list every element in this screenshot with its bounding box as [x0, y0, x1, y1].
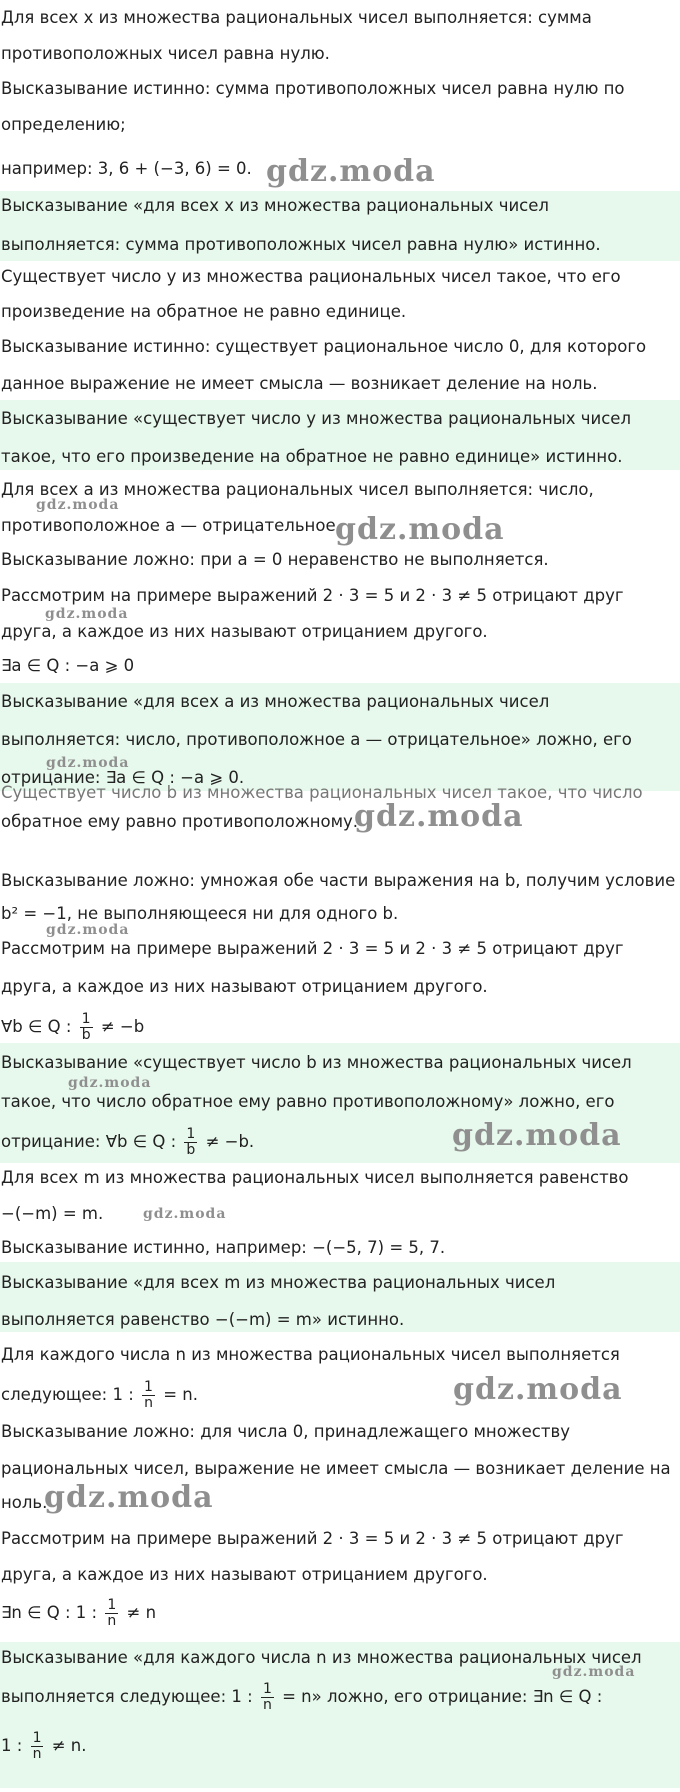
formula-line — [1, 1380, 198, 1411]
formula-tail: ≠ −b. — [205, 1132, 255, 1151]
text-line: рациональных чисел, выражение не имеет смысла — возникает деление на — [1, 1459, 671, 1478]
text-line: выполняется: число, противоположное a — отрицательное» ложно, его — [1, 730, 632, 749]
watermark: gdz.moda — [44, 1480, 214, 1515]
text-line: Высказывание «для всех m из множества рациональных чисел — [1, 1273, 556, 1292]
fraction-numerator: 1 — [81, 1011, 91, 1027]
formula-head: ∀b ∈ Q : — [1, 1017, 72, 1036]
watermark: gdz.moda — [552, 1664, 636, 1680]
fraction — [31, 1731, 44, 1762]
fraction-numerator: 1 — [262, 1681, 272, 1697]
text-line: Рассмотрим на примере выражений 2 · 3 = 5 и 2 · 3 ≠ 5 отрицают друг — [1, 939, 624, 958]
text-line: Высказывание истинно, например: −(−5, 7) = 5, 7. — [1, 1238, 446, 1257]
formula-head: 1 : — [1, 1736, 23, 1755]
text-line: Высказывание ложно: умножая обе части выражения на b, получим условие — [1, 871, 676, 890]
text-line: друга, а каждое из них называют отрицанием другого. — [1, 1565, 488, 1584]
text-line: противоположное a — отрицательное. — [1, 516, 341, 535]
fraction — [184, 1127, 197, 1158]
formula-line — [1, 1598, 156, 1629]
formula-line — [1, 1731, 87, 1762]
text-line: друга, а каждое из них называют отрицанием другого. — [1, 977, 488, 996]
watermark: gdz.moda — [452, 1118, 622, 1153]
fraction-numerator: 1 — [107, 1597, 117, 1613]
formula-head: выполняется следующее: 1 : — [1, 1687, 253, 1706]
fraction-denominator: n — [144, 1395, 153, 1411]
fraction-denominator: b — [186, 1142, 196, 1158]
formula-line — [1, 1012, 144, 1043]
text-line: противоположных чисел равна нулю. — [1, 44, 330, 63]
watermark: gdz.moda — [46, 922, 130, 938]
fraction — [142, 1380, 155, 1411]
text-line: данное выражение не имеет смысла — возникает деление на ноль. — [1, 374, 598, 393]
fraction-denominator: n — [32, 1746, 42, 1762]
text-line: ноль. — [1, 1493, 48, 1512]
fraction — [105, 1598, 118, 1629]
formula-tail: = n» ложно, его отрицание: ∃n ∈ Q : — [282, 1687, 603, 1706]
fraction-numerator: 1 — [186, 1126, 196, 1142]
formula-line — [1, 1682, 602, 1713]
text-line: Высказывание истинно: существует рациональное число 0, для которого — [1, 337, 647, 356]
formula-tail: = n. — [163, 1385, 198, 1404]
watermark: gdz.moda — [143, 1206, 227, 1222]
fraction-numerator: 1 — [144, 1379, 153, 1395]
watermark: gdz.moda — [453, 1372, 623, 1407]
text-line: выполняется равенство −(−m) = m» истинно. — [1, 1310, 405, 1329]
text-line: b² = −1, не выполняющееся ни для одного b. — [1, 904, 399, 923]
fraction-denominator: n — [262, 1697, 272, 1713]
text-line: Высказывание «для каждого числа n из множества рациональных чисел — [1, 1648, 642, 1667]
fraction — [80, 1012, 93, 1043]
watermark: gdz.moda — [68, 1075, 152, 1091]
text-line: такое, что его произведение на обратное не равно единице» истинно. — [1, 447, 623, 466]
watermark: gdz.moda — [354, 799, 524, 834]
text-line: Высказывание «существует число y из множества рациональных чисел — [1, 409, 632, 428]
formula-tail: ≠ −b — [100, 1017, 145, 1036]
watermark: gdz.moda — [45, 606, 129, 622]
text-line: Существует число y из множества рациональных чисел такое, что его — [1, 267, 621, 286]
text-line: Высказывание «для всех a из множества рациональных чисел — [1, 692, 550, 711]
watermark: gdz.moda — [36, 497, 120, 513]
text-line: определению; — [1, 115, 126, 134]
text-line: ∃a ∈ Q : −a ⩾ 0 — [1, 656, 135, 675]
text-line: Для каждого числа n из множества рациональных чисел выполняется — [1, 1345, 620, 1364]
watermark: gdz.moda — [46, 755, 130, 771]
text-line: Высказывание ложно: при a = 0 неравенство не выполняется. — [1, 550, 549, 569]
formula-tail: ≠ n. — [51, 1736, 87, 1755]
text-line: Рассмотрим на примере выражений 2 · 3 = 5 и 2 · 3 ≠ 5 отрицают друг — [1, 1529, 624, 1548]
text-line: такое, что число обратное ему равно противоположному» ложно, его — [1, 1092, 615, 1111]
formula-head: ∃n ∈ Q : 1 : — [1, 1603, 98, 1622]
text-line: Высказывание «для всех x из множества рациональных чисел — [1, 196, 549, 215]
text-line: −(−m) = m. — [1, 1204, 104, 1223]
fraction — [261, 1682, 274, 1713]
watermark: gdz.moda — [266, 154, 436, 189]
text-line: произведение на обратное не равно единице. — [1, 302, 407, 321]
text-line: Рассмотрим на примере выражений 2 · 3 = 5 и 2 · 3 ≠ 5 отрицают друг — [1, 586, 624, 605]
text-line: Для всех x из множества рациональных чисел выполняется: сумма — [1, 8, 592, 27]
text-line: отрицание: ∃a ∈ Q : −a ⩾ 0. — [1, 768, 245, 787]
fraction-numerator: 1 — [32, 1730, 42, 1746]
text-line: выполняется: сумма противоположных чисел равна нулю» истинно. — [1, 235, 601, 254]
formula-line — [1, 1127, 254, 1158]
text-line: обратное ему равно противоположному. — [1, 812, 359, 831]
text-line: Для всех m из множества рациональных чисел выполняется равенство — [1, 1168, 629, 1187]
text-line: Высказывание истинно: сумма противоположных чисел равна нулю по — [1, 79, 625, 98]
text-line: Высказывание ложно: для числа 0, принадлежащего множеству — [1, 1422, 570, 1441]
formula-head: отрицание: ∀b ∈ Q : — [1, 1132, 177, 1151]
fraction-denominator: n — [107, 1613, 117, 1629]
formula-tail: ≠ n — [126, 1603, 157, 1622]
text-line: Высказывание «существует число b из множества рациональных чисел — [1, 1053, 632, 1072]
watermark: gdz.moda — [335, 512, 505, 547]
formula-head: следующее: 1 : — [1, 1385, 134, 1404]
fraction-denominator: b — [81, 1027, 91, 1043]
text-line: друга, а каждое из них называют отрицанием другого. — [1, 622, 488, 641]
text-line: Для всех a из множества рациональных чисел выполняется: число, — [1, 480, 594, 499]
text-line: например: 3, 6 + (−3, 6) = 0. — [1, 159, 252, 178]
text-line: Существует число b из множества рациональных чисел такое, что число — [1, 783, 643, 802]
